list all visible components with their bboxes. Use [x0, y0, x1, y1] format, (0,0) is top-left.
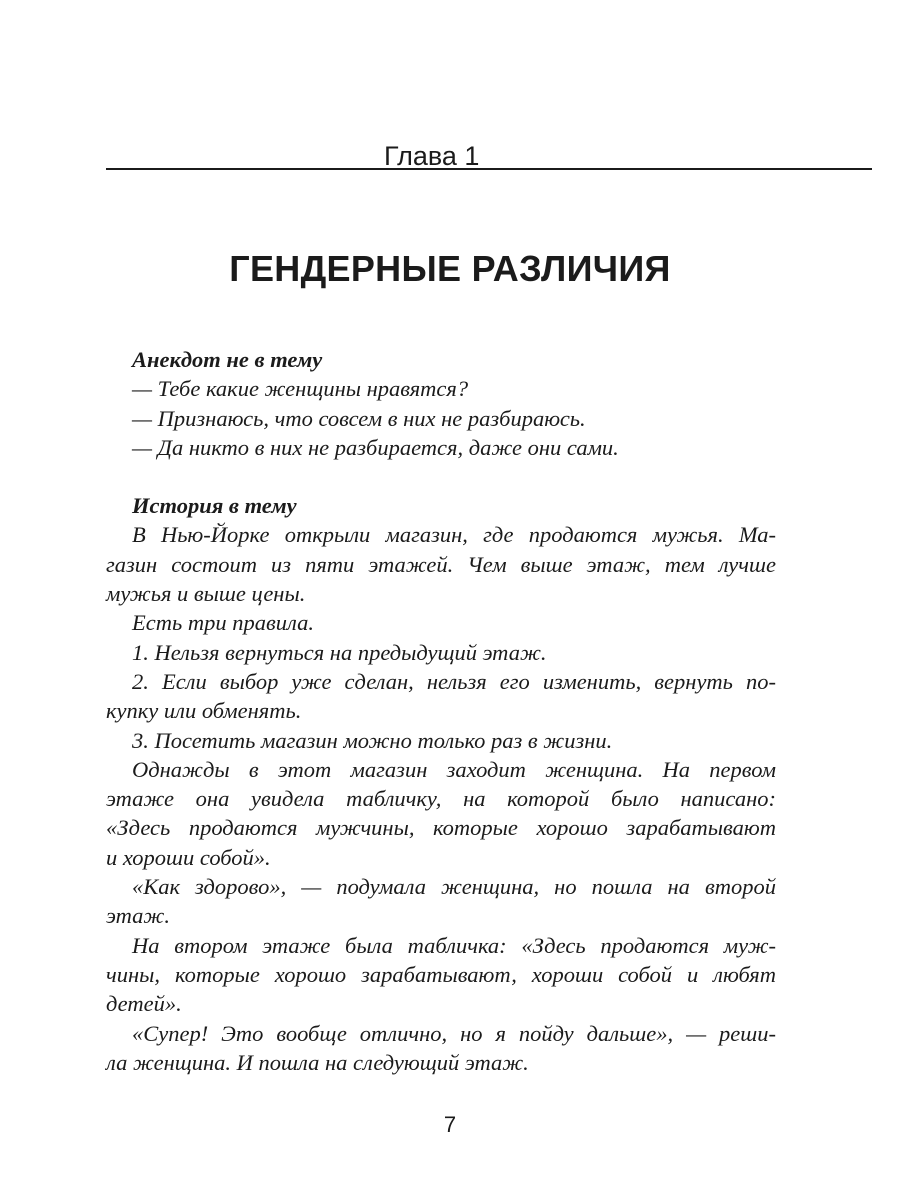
section-heading: История в тему [132, 493, 297, 519]
paragraph-line: ла женщина. И пошла на следующий этаж. [106, 1049, 529, 1075]
paragraph-line: детей». [106, 991, 182, 1017]
page-number: 7 [443, 1112, 457, 1137]
paragraph-line: На втором этаже была табличка: «Здесь продаются муж- [132, 932, 776, 958]
paragraph-line: чины, которые хорошо зарабатывают, хороши собой и любят [106, 961, 776, 987]
page-title: ГЕНДЕРНЫЕ РАЗЛИЧИЯ [229, 248, 671, 289]
section-heading: Анекдот не в тему [132, 347, 323, 372]
paragraph-line: 2. Если выбор уже сделан, нельзя его изменить, вернуть по- [132, 668, 776, 694]
dialogue-line: — Да никто в них не разбирается, даже они сами. [132, 434, 619, 460]
paragraph-line: газин состоит из пяти этажей. Чем выше этаж, тем лучше [106, 551, 776, 577]
paragraph-line: этаже она увидела табличку, на которой было написано: [106, 786, 776, 812]
paragraph-line: В Нью-Йорке открыли магазин, где продаются мужья. Ма- [132, 522, 776, 548]
paragraph-line: этаж. [106, 903, 170, 929]
chapter-label: Глава 1 [384, 141, 480, 171]
dialogue-line: — Признаюсь, что совсем в них не разбираюсь. [132, 405, 586, 431]
paragraph-line: 1. Нельзя вернуться на предыдущий этаж. [132, 639, 547, 665]
dialogue-line: — Тебе какие женщины нравятся? [132, 376, 469, 402]
chapter-rule [106, 168, 872, 170]
section-gap [106, 462, 776, 491]
paragraph-line: купку или обменять. [106, 698, 302, 724]
paragraph-line: Однажды в этот магазин заходит женщина. На первом [132, 756, 776, 782]
body-text [106, 345, 776, 1077]
paragraph-line: и хороши собой». [106, 844, 271, 870]
paragraph-line: мужья и выше цены. [106, 581, 306, 607]
paragraph-line: «Как здорово», — подумала женщина, но пошла на второй [132, 874, 776, 900]
paragraph-line: «Здесь продаются мужчины, которые хорошо зарабатывают [106, 815, 776, 841]
paragraph-line: «Супер! Это вообще отлично, но я пойду дальше», — реши- [132, 1020, 776, 1046]
paragraph-line: Есть три правила. [132, 610, 314, 636]
paragraph-line: 3. Посетить магазин можно только раз в жизни. [132, 727, 613, 753]
